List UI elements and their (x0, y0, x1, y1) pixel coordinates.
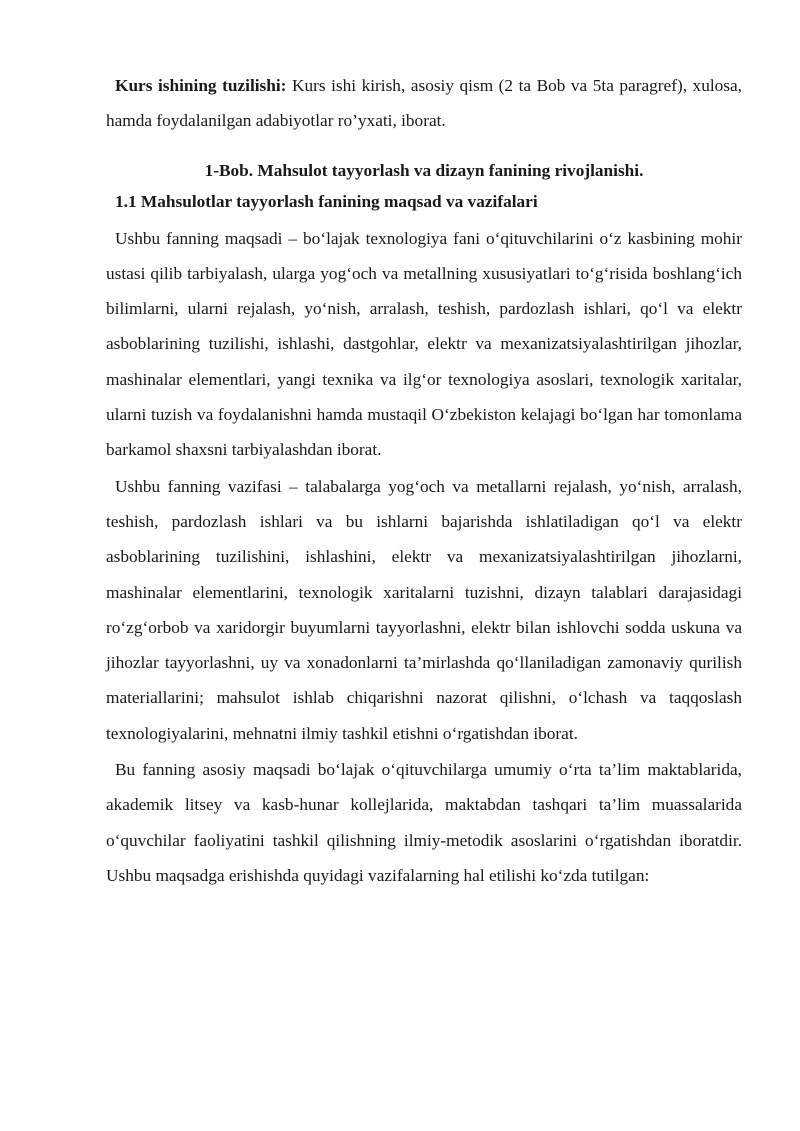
intro-text: Kurs ishi kirish, asosiy qism (2 ta Bob va 5ta paragref), xulosa, hamda foydalanilgan adabiyotlar ro’yxati, iborat. (106, 76, 742, 131)
section-title: 1.1 Mahsulotlar tayyorlash fanining maqsad va vazifalari (115, 191, 538, 211)
chapter-title: 1-Bob. Mahsulot tayyorlash va dizayn fanining rivojlanishi. (204, 160, 644, 180)
paragraph-main-goal: Bu fanning asosiy maqsadi bo‘lajak o‘qituvchilarga umumiy o‘rta ta’lim maktablarida, akademik litsey va kasb-hunar kollejlarida, maktabdan tashqari ta’lim muassalarida o‘quvchilar faoliyatini tashkil qilishning ilmiy-metodik asoslarini o‘rgatishdan iboratdir. Ushbu maqsadga erishishda quyidagi vazifalarning hal etilishi ko‘zda tutilgan: (106, 760, 742, 885)
paragraph-goal: Ushbu fanning maqsadi – bo‘lajak texnologiya fani o‘qituvchilarini o‘z kasbining mohir ustasi qilib tarbiyalash, ularga yog‘och va metallning xususiyatlari to‘g‘risida boshlang‘ich bilimlarni, ularni rejalash, yo‘nish, arralash, teshish, pardozlash ishlari, qo‘l va elektr asboblarining tuzilishi, ishlashi, dastgohlar, elektr va mexanizatsiyalashtirilgan jihozlar, mashinalar elementlari, yangi texnika va ilg‘or texnologiya asoslari, texnologik xaritalar, ularni tuzish va foydalanishni hamda mustaqil O‘zbekiston kelajagi bo‘lgan har tomonlama barkamol shaxsni tarbiyalashdan iborat. (106, 228, 742, 460)
document-page (106, 68, 742, 894)
intro-label: Kurs ishining tuzilishi: (115, 76, 287, 95)
intro-paragraph (106, 68, 742, 139)
paragraph-tasks: Ushbu fanning vazifasi – talabalarga yog‘och va metallarni rejalash, yo‘nish, arralash, teshish, pardozlash ishlari va bu ishlarni bajarishda ishlatiladigan qo‘l va elektr asboblarining tuzilishini, ishlashini, elektr va mexanizatsiyalashtirilgan jihozlarni, mashinalar elementlarini, texnologik xaritalarni tuzishni, dizayn talablari darajasidagi ro‘zg‘orbob va xaridorgir buyumlarni tayyorlashni, elektr bilan ishlovchi sodda uskuna va jihozlar tayyorlashni, uy va xonadonlarni ta’mirlashda qo‘llaniladigan zamonaviy qurilish materiallarini; mahsulot ishlab chiqarishni nazorat qilishni, o‘lchash va taqqoslash texnologiyalarini, mehnatni ilmiy tashkil etishni o‘rgatishdan iborat. (106, 476, 742, 743)
